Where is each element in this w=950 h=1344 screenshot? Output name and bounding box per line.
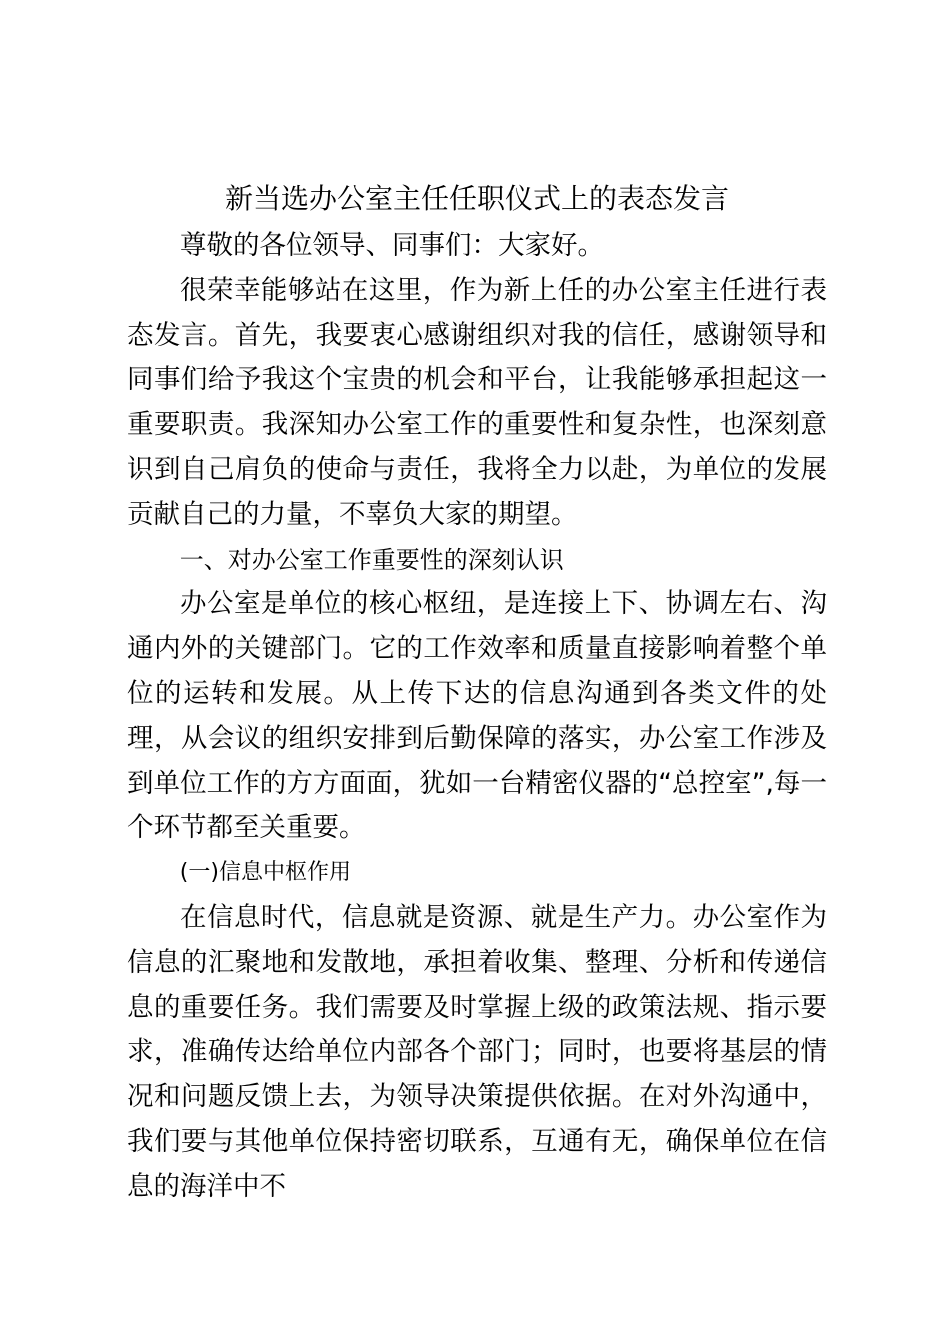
- greeting-paragraph: 尊敬的各位领导、同事们：大家好。: [180, 230, 604, 261]
- intro-paragraph: 很荣幸能够站在这里，作为新上任的办公室主任进行表态发言。首先，我要衷心感谢组织对我的信任，感谢领导和同事们给予我这个宝贵的机会和平台，让我能够承担起这一重要职责。我深知办公室工作的重要性和复杂性，也深刻意识到自己肩负的使命与责任，我将全力以赴，为单位的发展贡献自己的力量，不辜负大家的期望。: [127, 274, 827, 530]
- document-title: 新当选办公室主任任职仪式上的表态发言: [224, 182, 729, 215]
- subsection-1-paragraph: 在信息时代，信息就是资源、就是生产力。办公室作为信息的汇聚地和发散地，承担着收集、整理、分析和传递信息的重要任务。我们需要及时掌握上级的政策法规、指示要求，准确传达给单位内部各个部门；同时，也要将基层的情况和问题反馈上去，为领导决策提供依据。在对外沟通中，我们要与其他单位保持密切联系，互通有无，确保单位在信息的海洋中不: [127, 901, 827, 1202]
- section-heading-1: 一、对办公室工作重要性的深刻认识: [179, 545, 564, 574]
- section-1-paragraph: 办公室是单位的核心枢纽，是连接上下、协调左右、沟通内外的关键部门。它的工作效率和质量直接影响着整个单位的运转和发展。从上传下达的信息沟通到各类文件的处理，从会议的组织安排到后勤保障的落实，办公室工作涉及到单位工作的方方面面，犹如一台精密仪器的“总控室”,每一个环节都至关重要。: [127, 588, 827, 844]
- subsection-heading-1: (一)信息中枢作用: [179, 860, 351, 886]
- document-body: [127, 174, 827, 1210]
